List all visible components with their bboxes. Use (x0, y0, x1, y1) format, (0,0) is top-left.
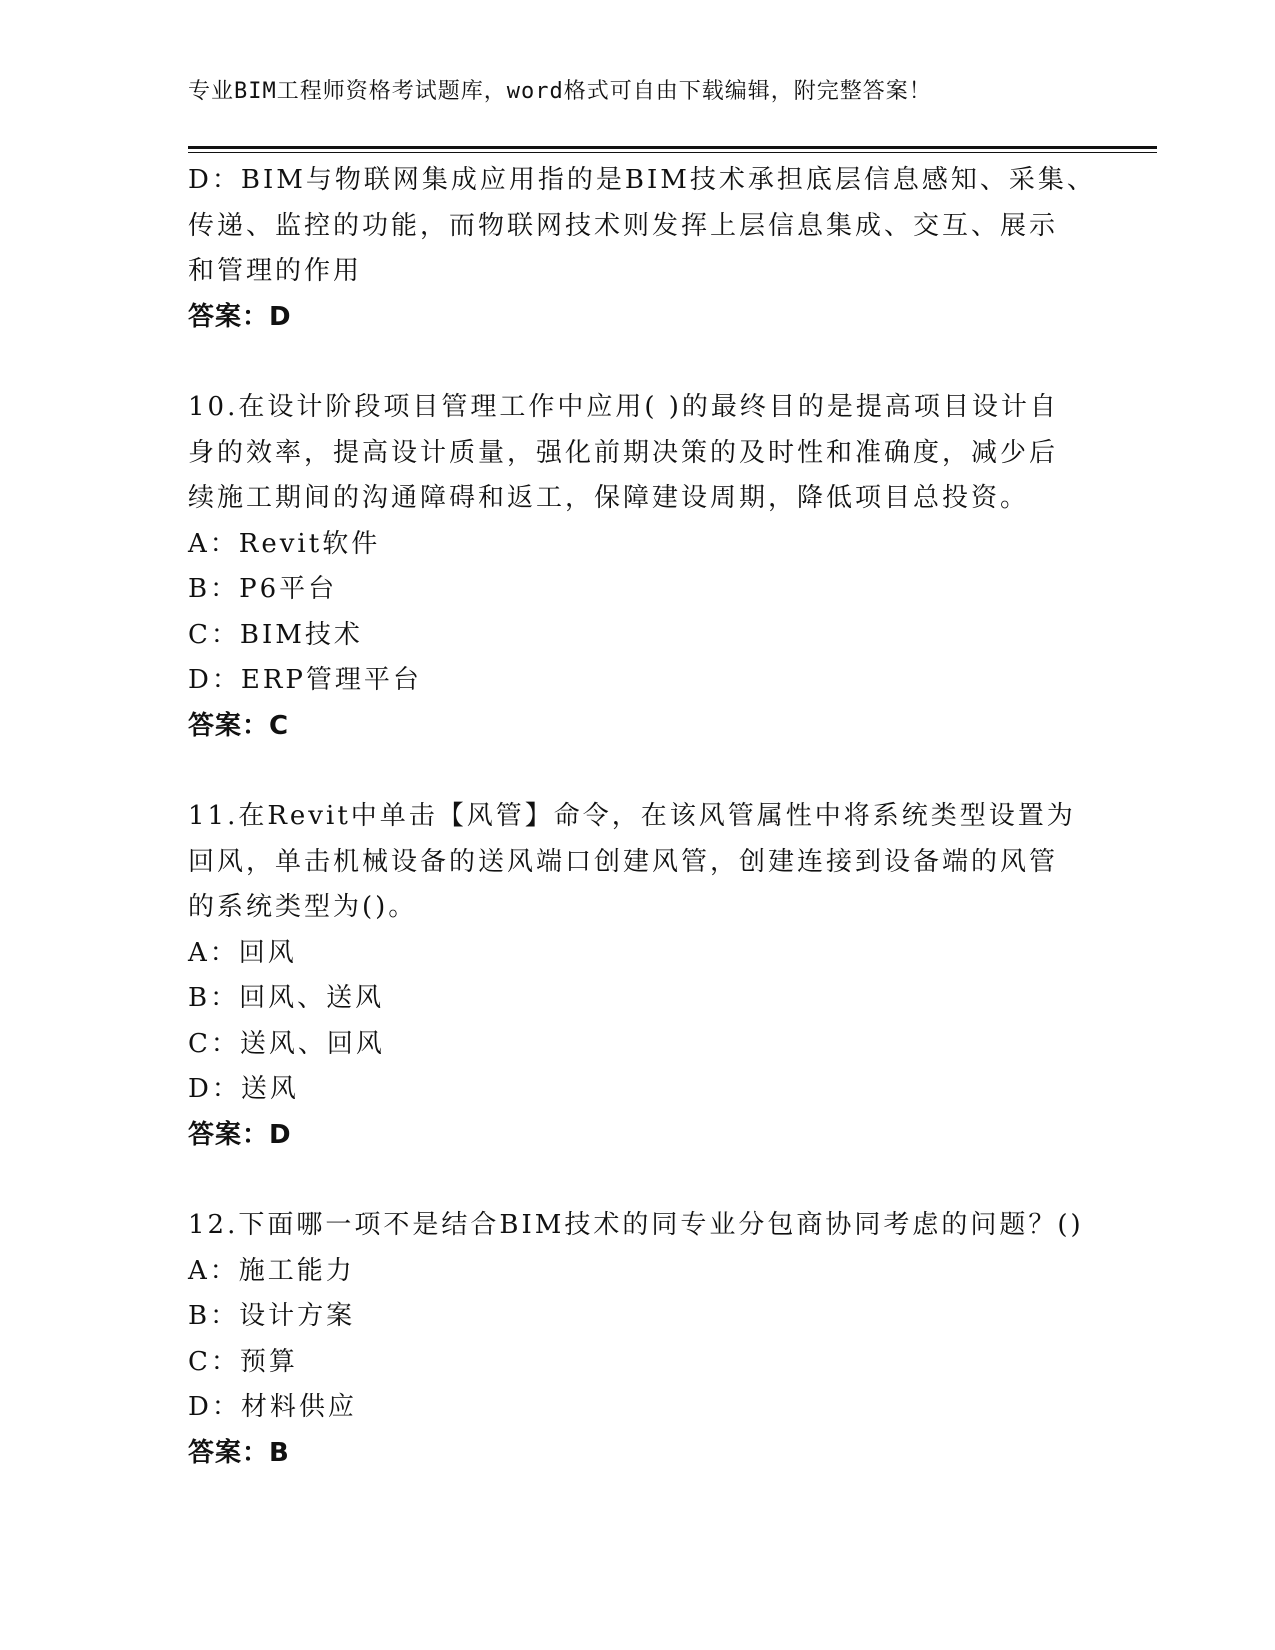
question-stem-line: 续施工期间的沟通障碍和返工，保障建设周期，降低项目总投资。 (188, 483, 1030, 513)
question-stem-line: 身的效率，提高设计质量，强化前期决策的及时性和准确度，减少后 (188, 437, 1059, 468)
document-body (188, 158, 1096, 1521)
option-a: A：回风 (188, 937, 297, 968)
option-d: D：ERP管理平台 (188, 665, 422, 695)
answer-line: 答案：B (188, 1437, 290, 1468)
question-12 (188, 1203, 1088, 1476)
option-b: B：回风、送风 (188, 983, 385, 1013)
question-stem-line: 11.在Revit中单击【风管】命令，在该风管属性中将系统类型设置为 (188, 801, 1076, 831)
previous-question-tail (188, 158, 1096, 340)
question-11 (188, 794, 1088, 1158)
option-d: D：送风 (188, 1074, 299, 1104)
option-a: A：Revit软件 (188, 528, 381, 559)
option-a: A：施工能力 (188, 1255, 355, 1286)
question-stem-line: 的系统类型为()。 (188, 892, 418, 922)
answer-line: 答案：D (188, 1119, 292, 1150)
option-line: 和管理的作用 (188, 256, 363, 286)
option-line: 传递、监控的功能，而物联网技术则发挥上层信息集成、交互、展示 (188, 210, 1059, 241)
question-10 (188, 385, 1088, 749)
header-rule-thin (188, 152, 1157, 153)
question-stem-line: 回风，单击机械设备的送风端口创建风管，创建连接到设备端的风管 (188, 846, 1059, 877)
option-b: B：P6平台 (188, 574, 338, 604)
question-stem-line: 10.在设计阶段项目管理工作中应用( )的最终目的是提高项目设计自 (188, 392, 1059, 422)
page-header: 专业BIM工程师资格考试题库，word格式可自由下载编辑，附完整答案！ (188, 79, 932, 104)
option-b: B：设计方案 (188, 1301, 356, 1331)
option-c: C：BIM技术 (188, 619, 363, 650)
option-c: C：送风、回风 (188, 1028, 385, 1059)
option-c: C：预算 (188, 1346, 298, 1377)
answer-line: 答案：D (188, 301, 292, 332)
option-line: D：BIM与物联网集成应用指的是BIM技术承担底层信息感知、采集、 (188, 165, 1096, 195)
answer-line: 答案：C (188, 710, 290, 741)
header-rule-thick (188, 146, 1157, 149)
option-d: D：材料供应 (188, 1392, 357, 1422)
question-stem-line: 12.下面哪一项不是结合BIM技术的同专业分包商协同考虑的问题？() (188, 1210, 1084, 1240)
